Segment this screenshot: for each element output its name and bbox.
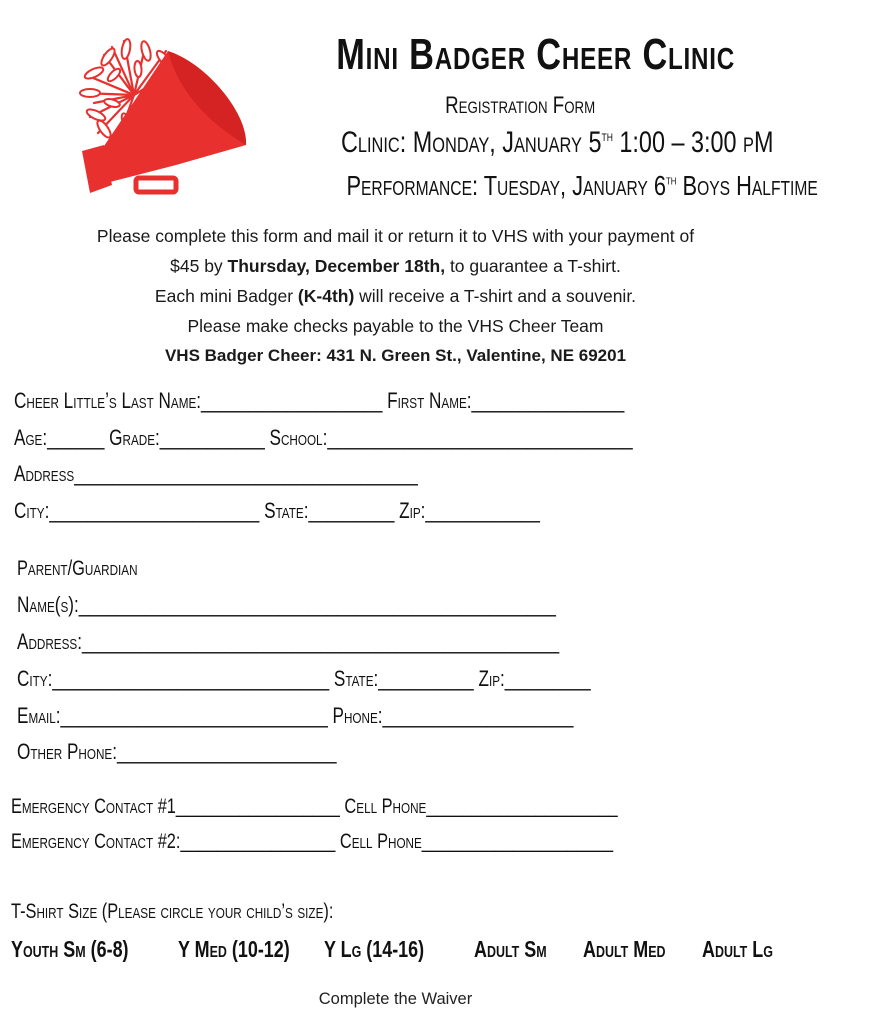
size-option[interactable]: Y Med (10-12) [178,936,290,962]
intro-line-4: Please make checks payable to the VHS Cheer Team [187,316,604,336]
performance-date: Performance: Tuesday, January 6th Boys Halftime [346,170,818,201]
megaphone-pompom-icon [76,33,256,203]
mailing-address: VHS Badger Cheer: 431 N. Green St., Valentine, NE 69201 [164,346,627,365]
child-address-field[interactable]: Address____________________________________ [14,461,418,486]
other-phone-field[interactable]: Other Phone:_______________________ [17,739,337,764]
intro-line-3: Each mini Badger (K-4th) will receive a T-shirt and a souvenir. [154,286,637,306]
page-title: Mini Badger Cheer Clinic [336,30,736,79]
emergency-contact-1-field[interactable]: Emergency Contact #1__________________ Cell Phone_____________________ [11,795,618,818]
tshirt-size-heading: T-Shirt Size (Please circle your child’s size): [11,900,334,923]
deadline-date: Thursday, December 18th, [227,256,446,276]
parent-name-field[interactable]: Name(s):__________________________________________________ [17,592,556,617]
intro-line-1: Please complete this form and mail it or return it to VHS with your payment of [96,226,695,246]
parent-address-field[interactable]: Address:__________________________________________________ [17,629,560,654]
megaphone-shape [82,51,246,193]
parent-city-state-zip-field[interactable]: City:_____________________________ State:__________ Zip:_________ [17,666,591,691]
grade-range: (K-4th) [297,286,355,306]
size-option[interactable]: Y Lg (14-16) [324,936,425,962]
emergency-contact-2-field[interactable]: Emergency Contact #2:_________________ Cell Phone_____________________ [11,830,614,853]
size-option[interactable]: Adult Sm [474,936,547,962]
form-subtitle: Registration Form [444,92,595,119]
child-name-field[interactable]: Cheer Little’s Last Name:___________________ First Name:________________ [14,388,625,413]
size-option[interactable]: Youth Sm (6-8) [11,936,129,962]
size-option[interactable]: Adult Lg [702,936,773,962]
clinic-date: Clinic: Monday, January 5th 1:00 – 3:00 pM [340,126,774,159]
city-state-zip-field[interactable]: City:______________________ State:_________ Zip:____________ [14,498,540,523]
intro-line-2: $45 by Thursday, December 18th, to guarantee a T-shirt. [170,256,621,276]
email-phone-field[interactable]: Email:____________________________ Phone:____________________ [17,703,574,728]
waiver-note: Complete the Waiver [318,990,473,1008]
age-grade-school-field[interactable]: Age:______ Grade:___________ School:________________________________ [14,425,633,450]
size-option[interactable]: Adult Med [583,936,666,962]
parent-guardian-heading: Parent/Guardian [17,557,138,580]
